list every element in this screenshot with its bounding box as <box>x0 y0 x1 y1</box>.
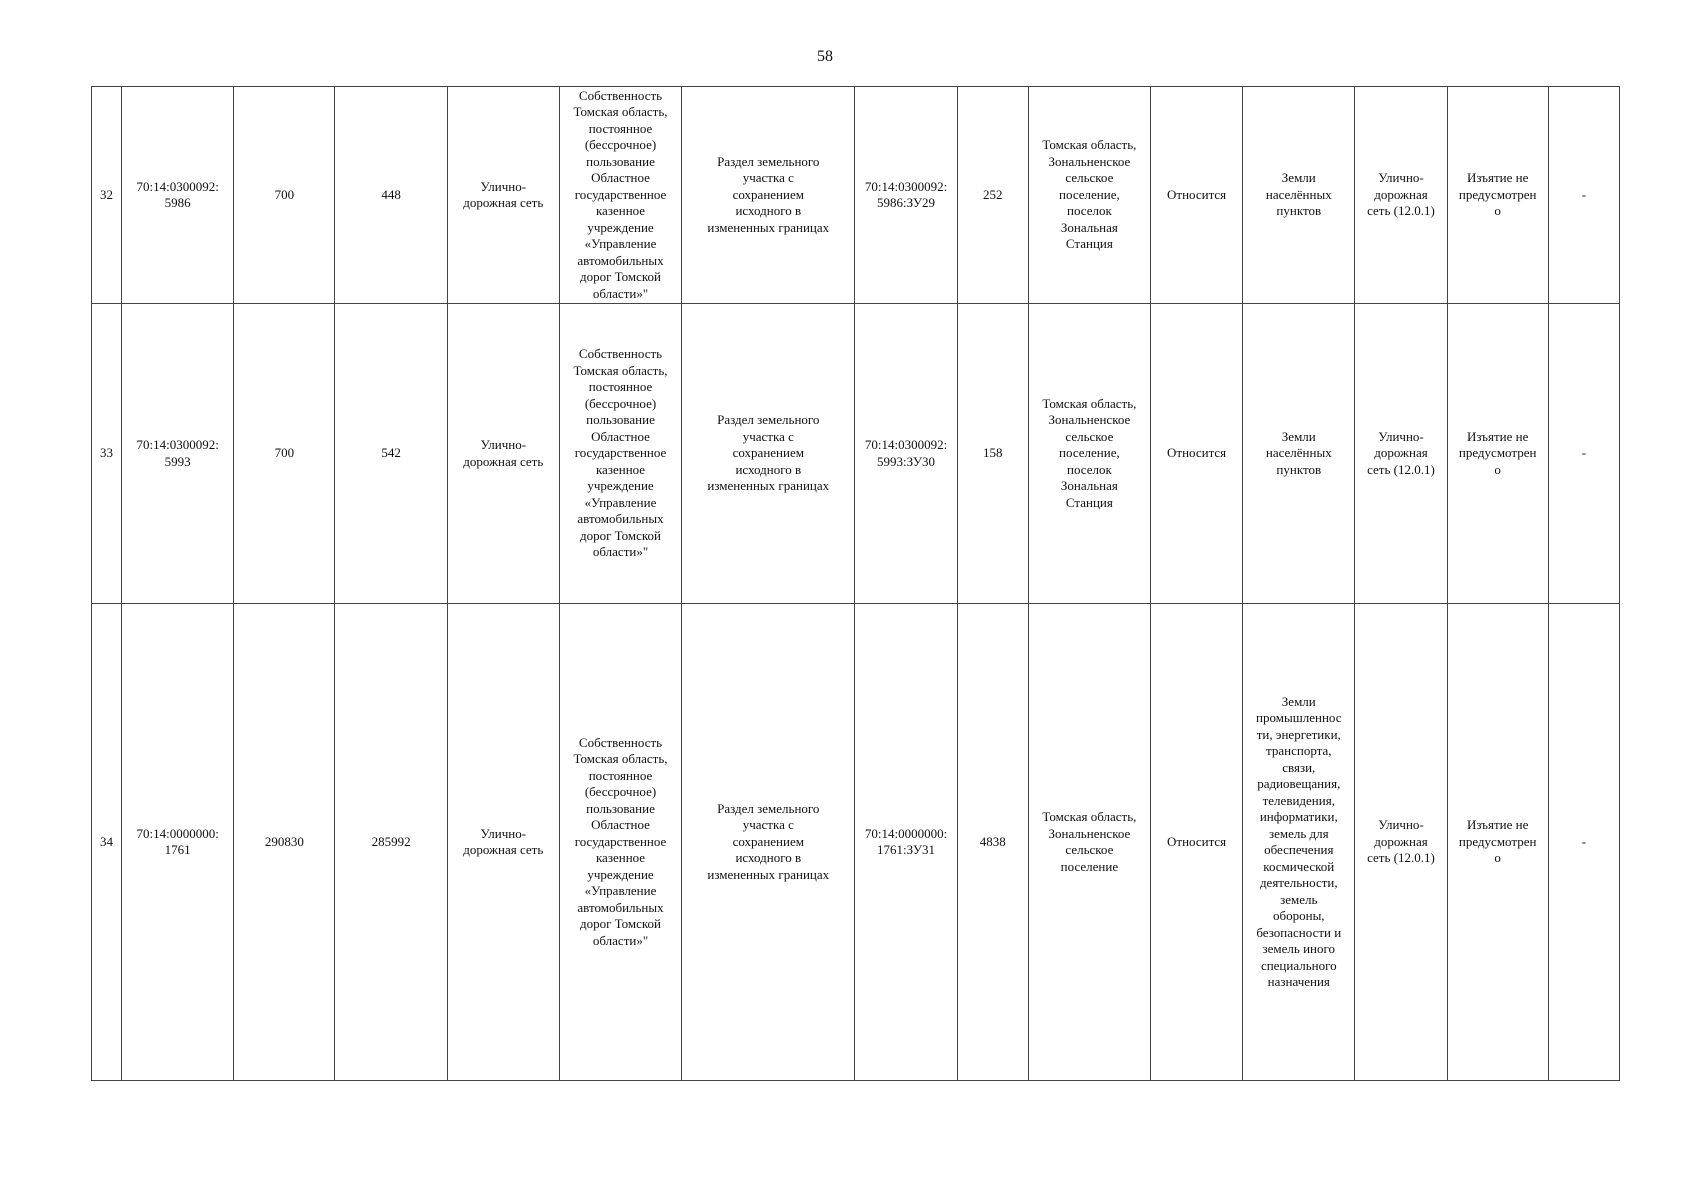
total-area: 290830 <box>234 604 335 1081</box>
cadastral-number: 70:14:0300092: 5993 <box>122 304 234 604</box>
new-cadastral-number: 70:14:0000000: 1761:ЗУ31 <box>855 604 957 1081</box>
table-row <box>92 604 1620 1081</box>
use-category: Улично- дорожная сеть <box>447 304 559 604</box>
cadastral-number: 70:14:0300092: 5986 <box>122 87 234 304</box>
note: - <box>1548 87 1619 304</box>
land-plot-table <box>91 86 1620 1081</box>
new-area: 252 <box>957 87 1028 304</box>
row-number: 32 <box>92 87 122 304</box>
new-area: 158 <box>957 304 1028 604</box>
right-holder: Собственность Томская область, постоянное (бессрочное) пользование Областное государственное казенное учреждение «Управление автомобильных дорог Томской области»" <box>559 87 681 304</box>
planned-action: Раздел земельного участка с сохранением исходного в измененных границах <box>682 604 855 1081</box>
use-category: Улично- дорожная сеть <box>447 604 559 1081</box>
location: Томская область, Зональненское сельское поселение, поселок Зональная Станция <box>1028 87 1150 304</box>
total-area: 700 <box>234 304 335 604</box>
part-area: 542 <box>335 304 447 604</box>
location: Томская область, Зональненское сельское поселение <box>1028 604 1150 1081</box>
land-category: Земли населённых пунктов <box>1243 87 1355 304</box>
seizure-status: Изъятие не предусмотрен о <box>1447 604 1548 1081</box>
note: - <box>1548 604 1619 1081</box>
relation: Относится <box>1151 87 1243 304</box>
land-category: Земли населённых пунктов <box>1243 304 1355 604</box>
location: Томская область, Зональненское сельское поселение, поселок Зональная Станция <box>1028 304 1150 604</box>
new-cadastral-number: 70:14:0300092: 5993:ЗУ30 <box>855 304 957 604</box>
permitted-use: Улично- дорожная сеть (12.0.1) <box>1355 87 1447 304</box>
use-category: Улично- дорожная сеть <box>447 87 559 304</box>
permitted-use: Улично- дорожная сеть (12.0.1) <box>1355 604 1447 1081</box>
seizure-status: Изъятие не предусмотрен о <box>1447 304 1548 604</box>
cadastral-number: 70:14:0000000: 1761 <box>122 604 234 1081</box>
total-area: 700 <box>234 87 335 304</box>
seizure-status: Изъятие не предусмотрен о <box>1447 87 1548 304</box>
right-holder: Собственность Томская область, постоянное (бессрочное) пользование Областное государственное казенное учреждение «Управление автомобильных дорог Томской области»" <box>559 304 681 604</box>
table-row <box>92 304 1620 604</box>
page-number: 58 <box>817 48 833 65</box>
permitted-use: Улично- дорожная сеть (12.0.1) <box>1355 304 1447 604</box>
note: - <box>1548 304 1619 604</box>
planned-action: Раздел земельного участка с сохранением исходного в измененных границах <box>682 87 855 304</box>
right-holder: Собственность Томская область, постоянное (бессрочное) пользование Областное государственное казенное учреждение «Управление автомобильных дорог Томской области»" <box>559 604 681 1081</box>
part-area: 448 <box>335 87 447 304</box>
relation: Относится <box>1151 604 1243 1081</box>
table-row <box>92 87 1620 304</box>
row-number: 34 <box>92 604 122 1081</box>
row-number: 33 <box>92 304 122 604</box>
part-area: 285992 <box>335 604 447 1081</box>
planned-action: Раздел земельного участка с сохранением исходного в измененных границах <box>682 304 855 604</box>
new-cadastral-number: 70:14:0300092: 5986:ЗУ29 <box>855 87 957 304</box>
relation: Относится <box>1151 304 1243 604</box>
land-category: Земли промышленнос ти, энергетики, транспорта, связи, радиовещания, телевидения, информатики, земель для обеспечения космической деятельности, земель обороны, безопасности и земель иного специального назначения <box>1243 604 1355 1081</box>
new-area: 4838 <box>957 604 1028 1081</box>
